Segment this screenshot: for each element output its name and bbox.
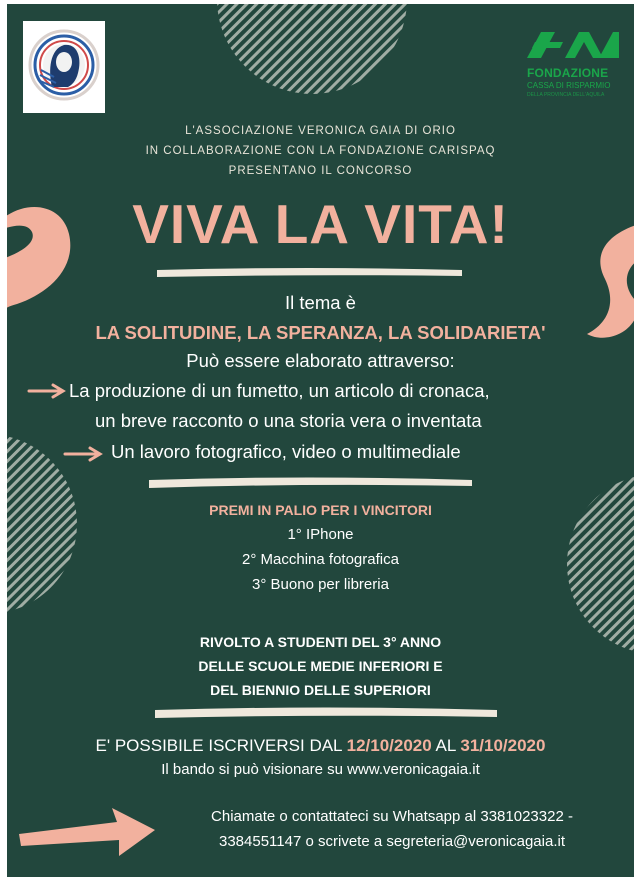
audience [7,630,634,702]
big-arrow-icon [19,808,155,856]
veronica-logo [23,21,105,113]
date-to: 31/10/2020 [460,736,546,755]
date-from: 12/10/2020 [346,736,432,755]
prizes-heading: PREMI IN PALIO PER I VINCITORI [209,502,432,518]
poster [7,4,634,877]
contact-line: 3384551147 o scrivete a segreteria@veronicagaia.it [219,833,565,850]
contact-info [162,804,622,854]
intro-line: PRESENTANO IL CONCORSO [228,165,413,177]
fondazione-name: FONDAZIONE [527,66,609,80]
registration-middle: AL [431,736,461,755]
poster-title: VIVA LA VITA! [132,193,509,255]
intro-line: IN COLLABORAZIONE CON LA FONDAZIONE CARISPAQ [145,145,496,157]
option-1-line-2: un breve racconto o una storia vera o inventata [95,410,482,431]
prize-item: 1° IPhone [287,526,354,543]
contact-line: Chiamate o contattateci su Whatsapp al 3381023322 - [211,808,573,825]
audience-line: DELLE SCUOLE MEDIE INFERIORI E [198,658,443,674]
veronica-portrait-logo-icon [26,25,102,109]
theme-topic: LA SOLITUDINE, LA SPERANZA, LA SOLIDARIETA' [95,322,546,343]
arrow-icon [65,448,100,460]
prize-item: 3° Buono per libreria [252,576,389,593]
audience-line: DEL BIENNIO DELLE SUPERIORI [210,682,431,698]
intro-line: L'ASSOCIAZIONE VERONICA GAIA DI ORIO [185,125,456,137]
arrow-icon [29,385,63,397]
fondazione-carispaq-logo-icon [519,24,623,64]
theme-lead: Il tema è [285,292,356,313]
option-1-line-1: La produzione di un fumetto, un articolo di cronaca, [69,380,490,401]
separator-3 [155,708,497,719]
separator-2 [149,478,472,489]
intro-text [7,121,634,181]
fondazione-logo [519,24,623,110]
theme-how: Può essere elaborato attraverso: [186,350,455,371]
registration-prefix: E' POSSIBILE ISCRIVERSI DAL [95,736,347,755]
bando-info: Il bando si può visionare su www.veronicagaia.it [161,761,480,778]
audience-line: RIVOLTO A STUDENTI DEL 3° ANNO [199,634,442,650]
registration [7,736,634,756]
striped-circle-top [217,4,407,94]
fondazione-sub: CASSA DI RISPARMIO [527,81,611,90]
separator-1 [157,268,462,277]
prize-item: 2° Macchina fotografica [242,551,399,568]
fondazione-sub2: DELLA PROVINCIA DELL'AQUILA [527,92,605,98]
option-2: Un lavoro fotografico, video o multimediale [111,441,461,462]
